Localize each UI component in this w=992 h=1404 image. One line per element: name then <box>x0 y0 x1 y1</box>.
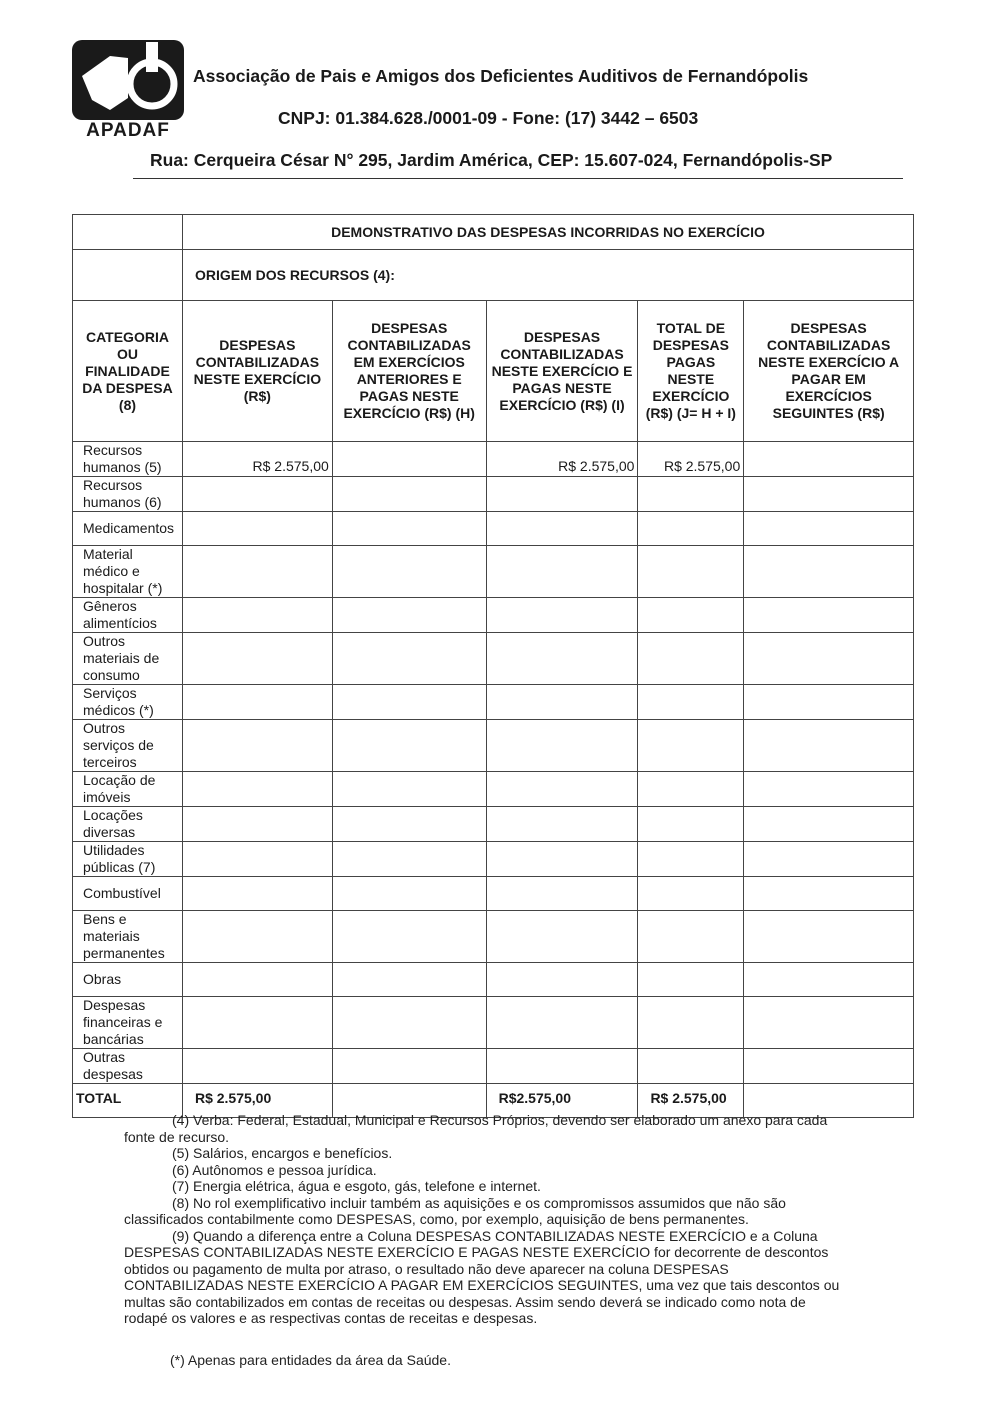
row-value-c2 <box>332 512 486 546</box>
row-category: Medicamentos <box>73 512 183 546</box>
row-value-c4: R$ 2.575,00 <box>638 442 744 477</box>
row-value-c1 <box>182 598 332 633</box>
row-value-c3 <box>486 477 638 512</box>
row-value-c3 <box>486 877 638 911</box>
col-header-anteriores: DESPESAS CONTABILIZADAS EM EXERCÍCIOS ANTERIORES E PAGAS NESTE EXERCÍCIO (R$) (H) <box>332 301 486 442</box>
table-row <box>73 477 914 512</box>
table-row <box>73 720 914 772</box>
row-category: Serviços médicos (*) <box>73 685 183 720</box>
row-value-c5 <box>744 720 914 772</box>
table-row <box>73 598 914 633</box>
col-header-a-pagar: DESPESAS CONTABILIZADAS NESTE EXERCÍCIO A PAGAR EM EXERCÍCIOS SEGUINTES (R$) <box>744 301 914 442</box>
row-value-c5 <box>744 842 914 877</box>
row-category: Locação de imóveis <box>73 772 183 807</box>
row-value-c2 <box>332 911 486 963</box>
row-value-c3 <box>486 598 638 633</box>
row-value-c2 <box>332 1049 486 1084</box>
note-8: (8) No rol exemplificativo incluir também as aquisições e os compromissos assumidos que não são classificados contabilmente como DESPESAS, como, por exemplo, aquisição de bens permanentes. <box>124 1194 786 1227</box>
note-9: (9) Quando a diferença entre a Coluna DESPESAS CONTABILIZADAS NESTE EXERCÍCIO e a Coluna DESPESAS CONTABILIZADAS NESTE EXERCÍCIO E PAGAS NESTE EXERCÍCIO for decorrente de descontos obtidos ou pagamento de multa por atraso, o resultado não deve aparecer na coluna DESPESAS CONTABILIZADAS NESTE EXERCÍCIO A PAGAR EM EXERCÍCIOS SEGUINTES, uma vez que tais descontos ou multas são contabilizados em contas de receitas ou despesas. Assim sendo deverá se indicado como nota de rodapé os valores e as respectivas contas de receitas e despesas. <box>124 1227 840 1326</box>
table-title-row <box>73 215 914 250</box>
row-value-c3: R$ 2.575,00 <box>486 442 638 477</box>
row-value-c3 <box>486 807 638 842</box>
total-c3: R$2.575,00 <box>486 1084 638 1118</box>
table-row <box>73 807 914 842</box>
row-value-c1 <box>182 1049 332 1084</box>
row-value-c2 <box>332 598 486 633</box>
table-row <box>73 1049 914 1084</box>
row-value-c1 <box>182 997 332 1049</box>
row-value-c1 <box>182 772 332 807</box>
row-value-c2 <box>332 442 486 477</box>
row-value-c1 <box>182 633 332 685</box>
row-value-c2 <box>332 997 486 1049</box>
row-category: Gêneros alimentícios <box>73 598 183 633</box>
row-value-c4 <box>638 512 744 546</box>
row-value-c5 <box>744 633 914 685</box>
row-value-c3 <box>486 512 638 546</box>
table-row <box>73 911 914 963</box>
row-value-c4 <box>638 877 744 911</box>
table-row <box>73 963 914 997</box>
row-value-c4 <box>638 477 744 512</box>
row-value-c4 <box>638 772 744 807</box>
table-row <box>73 685 914 720</box>
table-body <box>73 442 914 1084</box>
row-value-c5 <box>744 546 914 598</box>
col-header-contabilizadas: DESPESAS CONTABILIZADAS NESTE EXERCÍCIO (R$) <box>182 301 332 442</box>
row-value-c5 <box>744 772 914 807</box>
row-value-c2 <box>332 963 486 997</box>
row-value-c5 <box>744 442 914 477</box>
note-4: (4) Verba: Federal, Estadual, Municipal e Recursos Próprios, devendo ser elaborado um anexo para cada fonte de recurso. <box>124 1112 828 1145</box>
row-value-c1 <box>182 842 332 877</box>
org-name: Associação de Pais e Amigos dos Deficientes Auditivos de Fernandópolis <box>193 66 809 86</box>
expenses-table <box>72 214 914 1118</box>
row-value-c4 <box>638 685 744 720</box>
row-value-c5 <box>744 963 914 997</box>
logo-caption: APADAF <box>86 120 170 141</box>
row-value-c1 <box>182 546 332 598</box>
row-category: Bens e materiais permanentes <box>73 911 183 963</box>
row-value-c1: R$ 2.575,00 <box>182 442 332 477</box>
table-row <box>73 546 914 598</box>
col-header-pagas: DESPESAS CONTABILIZADAS NESTE EXERCÍCIO E PAGAS NESTE EXERCÍCIO (R$) (I) <box>486 301 638 442</box>
col-header-category: CATEGORIA OU FINALIDADE DA DESPESA (8) <box>73 301 183 442</box>
row-value-c4 <box>638 997 744 1049</box>
row-value-c2 <box>332 807 486 842</box>
table-title: DEMONSTRATIVO DAS DESPESAS INCORRIDAS NO EXERCÍCIO <box>182 215 913 250</box>
note-7: (7) Energia elétrica, água e esgoto, gás, telefone e internet. <box>172 1178 541 1194</box>
row-value-c1 <box>182 807 332 842</box>
cnpj-phone: CNPJ: 01.384.628./0001-09 - Fone: (17) 3442 – 6503 <box>278 108 699 128</box>
row-value-c4 <box>638 598 744 633</box>
row-value-c3 <box>486 633 638 685</box>
row-value-c2 <box>332 842 486 877</box>
footnote-saude: (*) Apenas para entidades da área da Saúde. <box>170 1352 451 1368</box>
row-category: Outros materiais de consumo <box>73 633 183 685</box>
row-value-c1 <box>182 911 332 963</box>
row-value-c5 <box>744 512 914 546</box>
row-value-c5 <box>744 1049 914 1084</box>
row-value-c5 <box>744 997 914 1049</box>
row-value-c3 <box>486 997 638 1049</box>
row-category: Locações diversas <box>73 807 183 842</box>
note-5: (5) Salários, encargos e benefícios. <box>172 1145 393 1161</box>
row-category: Combustível <box>73 877 183 911</box>
blank-cell <box>73 215 183 250</box>
header-rule <box>133 178 903 179</box>
row-value-c5 <box>744 807 914 842</box>
total-c4: R$ 2.575,00 <box>638 1084 744 1118</box>
row-category: Recursos humanos (5) <box>73 442 183 477</box>
row-value-c1 <box>182 720 332 772</box>
table-row <box>73 633 914 685</box>
row-value-c3 <box>486 842 638 877</box>
row-value-c2 <box>332 720 486 772</box>
blank-cell <box>73 250 183 301</box>
row-category: Obras <box>73 963 183 997</box>
row-value-c2 <box>332 546 486 598</box>
row-value-c5 <box>744 598 914 633</box>
col-header-total: TOTAL DE DESPESAS PAGAS NESTE EXERCÍCIO (R$) (J= H + I) <box>638 301 744 442</box>
row-value-c4 <box>638 842 744 877</box>
row-value-c4 <box>638 720 744 772</box>
note-6: (6) Autônomos e pessoa jurídica. <box>172 1161 377 1178</box>
row-value-c4 <box>638 1049 744 1084</box>
table-row <box>73 772 914 807</box>
row-value-c3 <box>486 911 638 963</box>
row-category: Material médico e hospitalar (*) <box>73 546 183 598</box>
total-c1: R$ 2.575,00 <box>182 1084 332 1118</box>
row-value-c4 <box>638 911 744 963</box>
table-row <box>73 842 914 877</box>
row-value-c2 <box>332 877 486 911</box>
row-value-c3 <box>486 772 638 807</box>
row-value-c1 <box>182 477 332 512</box>
row-category: Despesas financeiras e bancárias <box>73 997 183 1049</box>
row-value-c3 <box>486 720 638 772</box>
table-row <box>73 512 914 546</box>
origem-recursos: ORIGEM DOS RECURSOS (4): <box>182 250 913 301</box>
address: Rua: Cerqueira César N° 295, Jardim América, CEP: 15.607-024, Fernandópolis-SP <box>150 150 833 170</box>
table-row <box>73 997 914 1049</box>
table-row <box>73 442 914 477</box>
row-value-c2 <box>332 477 486 512</box>
row-value-c4 <box>638 633 744 685</box>
origem-row <box>73 250 914 301</box>
column-header-row <box>73 301 914 442</box>
row-value-c1 <box>182 963 332 997</box>
row-category: Outras despesas <box>73 1049 183 1084</box>
row-value-c4 <box>638 807 744 842</box>
total-label: TOTAL <box>73 1084 183 1118</box>
row-value-c2 <box>332 633 486 685</box>
row-value-c5 <box>744 911 914 963</box>
row-value-c4 <box>638 963 744 997</box>
row-value-c5 <box>744 477 914 512</box>
row-value-c5 <box>744 685 914 720</box>
row-category: Outros serviços de terceiros <box>73 720 183 772</box>
row-value-c3 <box>486 685 638 720</box>
row-category: Utilidades públicas (7) <box>73 842 183 877</box>
table-row <box>73 877 914 911</box>
notes-block <box>124 1112 851 1327</box>
row-value-c3 <box>486 1049 638 1084</box>
row-value-c4 <box>638 546 744 598</box>
row-category: Recursos humanos (6) <box>73 477 183 512</box>
row-value-c2 <box>332 772 486 807</box>
row-value-c2 <box>332 685 486 720</box>
row-value-c1 <box>182 685 332 720</box>
row-value-c1 <box>182 877 332 911</box>
row-value-c1 <box>182 512 332 546</box>
row-value-c5 <box>744 877 914 911</box>
row-value-c3 <box>486 546 638 598</box>
row-value-c3 <box>486 963 638 997</box>
